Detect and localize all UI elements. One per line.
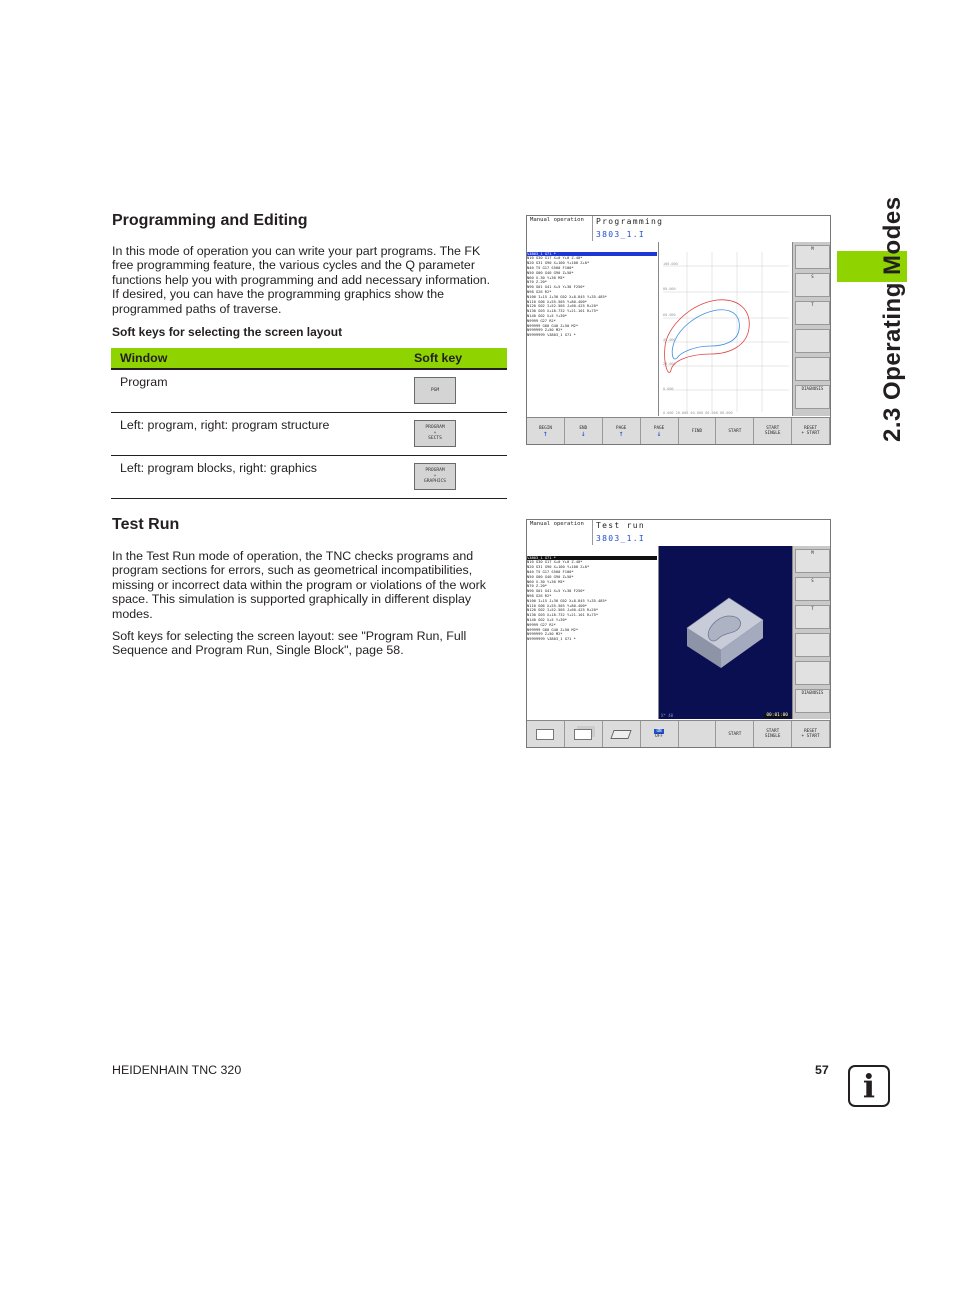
axis-label: 60.000 — [663, 313, 676, 317]
softkey-label: + — [433, 473, 437, 479]
softkey-table — [111, 348, 507, 499]
program-line: N60 X-30 Y+30 M3* — [527, 275, 565, 280]
softkey-label: PROGRAM — [425, 425, 445, 431]
machine-key-blank[interactable] — [795, 357, 830, 381]
program-listing — [527, 546, 657, 652]
program-line: N90 G01 G41 X+5 Y+30 F250* — [527, 285, 585, 290]
text-line: If desired, you can have the programming graphics show the — [112, 287, 444, 302]
softkey-label: + START — [801, 734, 820, 739]
table-row — [111, 456, 507, 499]
window-cell: Left: program, right: program structure — [111, 413, 405, 456]
arrow-up-icon: ↑ — [618, 429, 624, 438]
mode-title: Test run — [596, 521, 645, 530]
program-line: N100 I+15 J+30 G02 X+8.845 Y+35.485* — [527, 598, 607, 603]
softkey-row — [527, 417, 830, 444]
machine-key-t[interactable] — [795, 301, 830, 325]
program-line: N9999999 %3803_1 G71 * — [527, 333, 576, 338]
key-label: M — [811, 246, 814, 251]
program-line: N999999 Z+50 M2* — [527, 328, 563, 333]
view-angle-label: X* 40 — [661, 713, 674, 718]
machine-key-s[interactable] — [795, 273, 830, 297]
diagnosis-key[interactable] — [795, 385, 830, 409]
section-heading-test-run: Test Run — [112, 516, 180, 533]
mode-title: Programming — [596, 217, 664, 226]
contour-plot — [659, 242, 793, 416]
program-line: N10 G30 G17 X+0 Y+0 Z-40* — [527, 256, 583, 261]
softkey-table-wrap — [111, 348, 507, 499]
window-icon — [536, 729, 554, 740]
text-line: missing or incorrect data within the program or violations of the work — [112, 577, 486, 592]
program-name: 3803_1.I — [596, 534, 645, 543]
key-label: S — [811, 274, 814, 279]
program-line: N9999999 %3803_1 G71 * — [527, 637, 576, 642]
programming-graphic — [658, 242, 793, 416]
softkey-label: START — [728, 731, 742, 737]
softkey-start-single[interactable] — [754, 418, 792, 444]
softkey-label: ON — [656, 729, 662, 734]
program-line: N40 T5 G17 S500 F100* — [527, 569, 574, 574]
program-line: N100 I+15 J+30 G02 X+8.845 Y+35.485* — [527, 294, 607, 299]
softkey-reset-start[interactable] — [792, 721, 830, 747]
softkey-program-sects[interactable] — [414, 420, 456, 447]
softkey-label: SECTS — [428, 436, 442, 442]
plot-grid — [663, 252, 789, 412]
softkey-label: + — [433, 430, 437, 436]
text-line: In this mode of operation you can write your part programs. The FK — [112, 244, 481, 258]
program-line-active: %3803_1 G71 * — [527, 556, 657, 561]
softkey-blank[interactable] — [679, 721, 717, 747]
table-row — [111, 369, 507, 413]
program-line: N98 G26 R2* — [527, 289, 552, 294]
softkey-page-up[interactable] — [603, 418, 641, 444]
program-line: N130 G03 X+18.732 Y+21.101 R+75* — [527, 613, 599, 618]
softkey-label: RESET — [804, 426, 818, 431]
program-line: N20 G31 G90 X+100 Y+100 Z+0* — [527, 565, 590, 570]
split-window-icon — [574, 729, 592, 740]
machine-key-s[interactable] — [795, 577, 830, 601]
text-line: functions help you with programming and add necessary information. — [112, 272, 491, 287]
softkey-label: RESET — [804, 729, 818, 734]
text-line: free programming feature, the various cycles and the Q parameter — [112, 258, 475, 273]
softkey-end[interactable] — [565, 418, 603, 444]
softkey-start[interactable] — [716, 721, 754, 747]
x-axis-labels — [663, 411, 733, 415]
softkey-find[interactable] — [679, 418, 717, 444]
footer-product: HEIDENHAIN TNC 320 — [112, 1063, 242, 1077]
machine-key-blank[interactable] — [795, 633, 830, 657]
text-line: Sequence and Program Run, Single Block", page 58. — [112, 643, 404, 658]
softkey-page-down[interactable] — [641, 418, 679, 444]
program-line: N99999 G00 G40 Z+50 M2* — [527, 627, 579, 632]
softkey-subheading: Soft keys for selecting the screen layout — [112, 325, 343, 339]
program-line: N120 G02 I+52.505 J+60.425 R+20* — [527, 608, 599, 613]
softkey-cell — [405, 369, 507, 413]
softkey-label: PAGE — [653, 426, 665, 431]
key-label: T — [811, 606, 814, 611]
softkey-layout-program[interactable] — [527, 721, 565, 747]
softkey-cell — [405, 413, 507, 456]
key-label: DIAGNOSIS — [801, 690, 824, 695]
window-cell: Program — [111, 369, 405, 413]
section-heading-programming: Programming and Editing — [112, 212, 308, 229]
machine-key-m[interactable] — [795, 245, 830, 269]
program-line: N20 G31 G90 X+100 Y+100 Z+0* — [527, 261, 590, 266]
axis-label: 20.000 — [675, 411, 689, 415]
machining-timer: 00:01:00 — [766, 713, 788, 718]
softkey-label: SINGLE — [764, 431, 781, 436]
program-line: N70 Z-20* — [527, 280, 547, 285]
test-run-reference — [112, 629, 512, 658]
text-line: space. This simulation is supported graphically in different display — [112, 592, 472, 607]
arrow-down-icon: ↓ — [656, 429, 662, 438]
softkey-label: START — [766, 426, 780, 431]
program-line-active: %3803_1 G71 * — [527, 252, 657, 257]
arrow-up-icon: ↑ — [543, 429, 548, 438]
mode-indicator-small: Manual operation — [527, 520, 593, 545]
program-line: N130 G03 X+18.732 Y+21.101 R+75* — [527, 309, 599, 314]
softkey-view-3d[interactable] — [603, 721, 641, 747]
screenshot-programming — [526, 215, 831, 445]
column-header-softkey: Soft key — [405, 348, 507, 369]
arrow-down-icon: ↓ — [580, 429, 586, 438]
mode-indicator-small: Manual operation — [527, 216, 593, 241]
diagnosis-key[interactable] — [795, 689, 830, 713]
axis-label: 100.000 — [663, 262, 678, 266]
key-label: DIAGNOSIS — [801, 386, 824, 391]
axis-label: 20.000 — [663, 362, 676, 366]
table-row — [111, 413, 507, 456]
screenshot-test-run — [526, 519, 831, 748]
text-line: program sections for errors, such as geometrical incompatibilities, — [112, 563, 473, 578]
mode-indicator-main — [593, 216, 830, 241]
softkey-label: + START — [801, 431, 820, 436]
text-line: In the Test Run mode of operation, the TNC checks programs and — [112, 549, 474, 563]
workpiece-3d-view — [659, 546, 793, 719]
softkey-label: GRAPHICS — [423, 479, 447, 485]
softkey-row — [527, 720, 830, 747]
softkey-reset-start[interactable] — [792, 418, 830, 444]
softkey-label: PROGRAM — [425, 468, 445, 474]
axis-label: 0.000 — [663, 411, 674, 415]
test-run-paragraph — [112, 549, 512, 621]
softkey-cell — [405, 456, 507, 499]
key-label: M — [811, 550, 814, 555]
machine-key-t[interactable] — [795, 605, 830, 629]
softkey-pgm[interactable] — [414, 377, 456, 404]
softkey-start-single[interactable] — [754, 721, 792, 747]
axis-label: 0.000 — [663, 387, 674, 391]
program-line: N110 G06 X+55.505 Y+80.400* — [527, 299, 587, 304]
vertical-softkey-bar — [792, 242, 830, 416]
program-line: N50 G00 G40 G90 Z+50* — [527, 270, 574, 275]
machine-key-blank[interactable] — [795, 661, 830, 685]
softkey-label: START — [766, 729, 780, 734]
page-number: 57 — [815, 1063, 829, 1077]
chapter-side-title: 2.3 Operating Modes — [879, 196, 906, 442]
axis-label: 80.000 — [719, 411, 733, 415]
window-cell: Left: program blocks, right: graphics — [111, 456, 405, 499]
program-line: N90 G01 G41 X+5 Y+30 F250* — [527, 589, 585, 594]
axis-label: 80.000 — [663, 287, 676, 291]
info-icon: i — [848, 1065, 890, 1107]
axis-label: 40.000 — [690, 411, 704, 415]
softkey-layout-split[interactable] — [565, 721, 603, 747]
softkey-start[interactable] — [716, 418, 754, 444]
softkey-label: BEGIN — [538, 426, 552, 431]
program-line: N99999 G00 G40 Z+50 M2* — [527, 323, 579, 328]
program-line: N50 G00 G40 G90 Z+50* — [527, 574, 574, 579]
key-label: S — [811, 578, 814, 583]
axis-label: 40.000 — [663, 338, 676, 342]
axis-label: 60.000 — [705, 411, 718, 415]
softkey-begin[interactable] — [527, 418, 565, 444]
vertical-softkey-bar — [792, 546, 830, 719]
softkey-label: OFF — [655, 734, 663, 739]
softkey-label: START — [728, 428, 742, 434]
program-line: N70 Z-20* — [527, 584, 547, 589]
program-line: N10 G30 G17 X+0 Y+0 Z-40* — [527, 560, 583, 565]
text-line: modes. — [112, 606, 153, 621]
text-line: programmed paths of traverse. — [112, 301, 282, 316]
program-line: N60 X-30 Y+30 M3* — [527, 579, 565, 584]
workpiece-icon — [611, 730, 632, 739]
program-line: N140 G02 X+5 Y+30* — [527, 313, 567, 318]
program-line: N9999 G27 R2* — [527, 622, 556, 627]
programming-paragraph — [112, 244, 512, 316]
machine-key-blank[interactable] — [795, 329, 830, 353]
text-line: Soft keys for selecting the screen layout: see "Program Run, Full — [112, 629, 467, 643]
program-line: N98 G26 R2* — [527, 593, 552, 598]
program-line: N110 G06 X+55.505 Y+80.400* — [527, 603, 587, 608]
program-line: N120 G02 I+52.505 J+60.425 R+20* — [527, 304, 599, 309]
program-listing — [527, 242, 657, 348]
softkey-toggle-on-off[interactable] — [641, 721, 679, 747]
program-line: N40 T5 G17 S500 F100* — [527, 265, 574, 270]
softkey-label: FIND — [691, 428, 703, 434]
simulation-graphic — [658, 546, 793, 719]
program-line: N999999 Z+50 M2* — [527, 632, 563, 637]
mode-indicator-main — [593, 520, 830, 545]
key-label: T — [811, 302, 814, 307]
softkey-label: PGM — [430, 387, 440, 393]
softkey-program-graphics[interactable] — [414, 463, 456, 490]
softkey-label: SINGLE — [764, 734, 781, 739]
program-name: 3803_1.I — [596, 230, 645, 239]
program-line: N9999 G27 R2* — [527, 318, 556, 323]
softkey-label: PAGE — [616, 426, 627, 431]
machine-key-m[interactable] — [795, 549, 830, 573]
softkey-label: END — [579, 426, 588, 431]
program-line: N140 G02 X+5 Y+30* — [527, 617, 567, 622]
column-header-window: Window — [111, 348, 405, 369]
